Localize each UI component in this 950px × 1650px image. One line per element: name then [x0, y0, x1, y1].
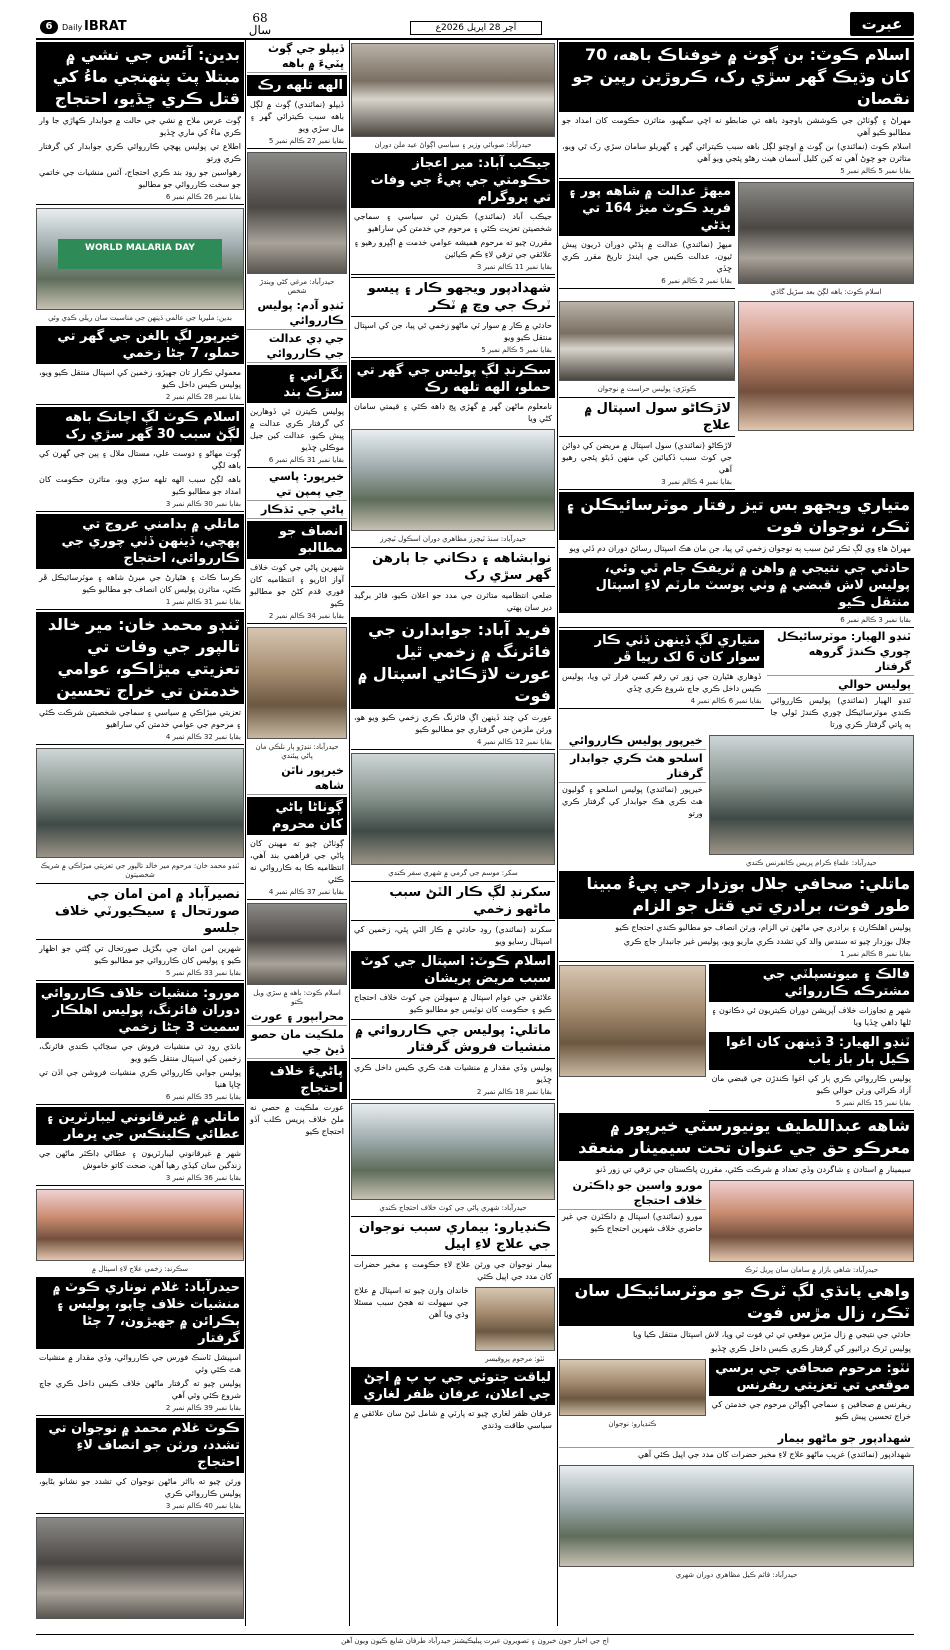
photo-portrait [738, 301, 914, 431]
article-text: ڏوهاري هٿيارن جي زور تي رقم کسي فرار ٿي ويا، پوليس ڪيس داخل ڪري جاچ شروع ڪري ڇڏي [562, 672, 762, 693]
headline: فريد آباد: جوابدارن جي فائرنگ ۾ زخمي ٿيل عورت لاڙڪاڻي اسپتال ۾ فوت [351, 617, 555, 709]
headline: بدين: آئس جي نشي ۾ مبتلا پٽ پنهنجي ماءُ کي قتل ڪري ڇڏيو، احتجاج [36, 42, 244, 112]
photo-malaria-rally [36, 208, 244, 310]
photo-caption: حيدرآباد: علماءِ ڪرام پريس ڪانفرنس ڪندي [745, 859, 877, 867]
date-line: آچر 28 اپريل 2026ع [410, 21, 542, 35]
brand-daily: Daily [62, 23, 83, 32]
article-text: شهر ۾ تجاوزات خلاف آپريشن دوران ڪيتريون ئي دڪانون ۽ ٿلها ڊاهي ڇڏيا ويا [711, 1006, 911, 1027]
subheadline: ٽنڊو الهيار: موٽرسائيڪل چوري ڪندڙ گروهه گرفتار [767, 628, 914, 676]
continued-ref: بقايا نمبر 35 ڪالم نمبر 6 [36, 1092, 244, 1105]
continued-ref: بقايا نمبر 5 ڪالم نمبر 5 [559, 166, 914, 179]
headline: ٺٽو: مرحوم صحافي جي برسي موقعي تي تعزيتي ريفرنس [709, 1358, 914, 1396]
article-text: شهدادپور (نمائندي) غريب ماڻهو علاج لاءِ مخير حضرات کان مدد جي اپيل ڪئي آهي [638, 1450, 911, 1459]
brand-name: IBRAT [84, 19, 127, 34]
photo-officials [351, 43, 555, 137]
continued-ref: بقايا نمبر 27 ڪالم نمبر 5 [247, 136, 347, 149]
headline: سڪرنڊ لڳ پوليس جي گهر تي حملو، الهه تلهه رڪ [351, 360, 555, 398]
column-right [559, 40, 914, 1626]
continued-ref: بقايا نمبر 31 ڪالم نمبر 6 [247, 455, 347, 468]
article-text: اطلاع تي پوليس پهچي ڪارروائي ڪري جوابدار کي گرفتار ڪري ورتو [39, 142, 241, 163]
article-text: مهراڻ هاءِ وي لڳ ٽڪر ٿيڻ سبب ٻه نوجوان زخمي ٿي پيا، جن مان هڪ اسپتال رسائڻ دوران دم ڏئي ويو [569, 544, 911, 553]
continued-ref: بقايا نمبر 3 ڪالم نمبر 6 [559, 615, 914, 628]
continued-ref: بقايا نمبر 34 ڪالم نمبر 2 [247, 611, 347, 624]
photo-caption: بدين: مليريا جي عالمي ڏينهن جي مناسبت سان ريلي ڪڍي وئي [48, 314, 232, 322]
headline: مورو: منشيات خلاف ڪارروائي دوران فائرنگ، پوليس اهلڪار سميت 3 ڄڻا زخمي [36, 983, 244, 1038]
article-text: پوليس وڏي مقدار ۾ منشيات هٿ ڪري ڪيس داخل ڪري ڇڏيو [354, 1063, 552, 1084]
subheadline: خيرپور ناٿن شاهه [247, 762, 347, 795]
continued-ref: بقايا نمبر 37 ڪالم نمبر 4 [247, 887, 347, 900]
article-text: ميهڙ (نمائندي) عدالت ۾ ٻڌڻي دوران ڌريون پيش ٿيون، عدالت ڪيس جي ايندڙ تاريخ مقرر ڪري ڇڏي [562, 240, 732, 273]
headline: ماتلي ۾ غيرقانوني ليبارٽرين ۽ عطائي ڪلينڪس جي ڀرمار [36, 1107, 244, 1145]
article-text: جيڪب آباد (نمائندي) ڪيترن ئي سياسي ۽ سماجي شخصيتن تعزيت ڪئي ۽ مرحوم جي خدمتن کي ساراهيو [354, 212, 552, 233]
headline: ماتلي ۾ بدامني عروج تي پهچي، ڏينهن ڏٺي چوري جي ڪارروائي، احتجاج [36, 514, 244, 569]
headline: متياري لڳ ڏينهن ڏٺي ڪار سوار کان 6 لک رپيا ڦر [559, 630, 764, 668]
article-text: عورت کي چند ڏينهن اڳ فائرنگ ڪري زخمي ڪيو ويو هو، ورثن ملزمن جي گرفتاري جو مطالبو ڪيو [354, 713, 552, 734]
article-text: حادثي ۾ ڪار ۾ سوار ٽي ماڻهو زخمي ٿي پيا، جن کي اسپتال منتقل ڪيو ويو [354, 321, 552, 342]
article-text: پوليس ٽرڪ ڊرائيور کي گرفتار ڪري ڪيس داخل ڪري ڇڏيو [711, 1344, 911, 1353]
article-text: پوليس جوابي ڪارروائي ڪري منشيات فروشن جي اڏن تي ڇاپا هنيا [39, 1068, 241, 1089]
article-text: تعزيتي ميڙاڪي ۾ سياسي ۽ سماجي شخصيتن شرڪت ڪئي ۽ مرحوم جي عوامي خدمتن کي ساراهيو [39, 708, 241, 729]
headline: لياقت جتوئي جي پ پ ۾ اچڻ جي اعلان، عرفان ظفر لغاري [351, 1367, 555, 1405]
photo-caption: حيدرآباد: سنڌ ٽيچرز مظاهري دوران اسڪول ٽيچرز [380, 535, 526, 543]
continued-ref: بقايا نمبر 2 ڪالم نمبر 6 [559, 276, 735, 289]
headline: الهه تلهه رڪ [247, 75, 347, 96]
article-text: سکرنڊ (نمائندي) روڊ حادثي ۾ ڪار الٽي پئي، زخمين کي اسپتال رسايو ويو [354, 925, 552, 946]
article-text: علائقي جي عوام اسپتال ۾ سهولتن جي کوٽ خلاف احتجاج ڪيو ۽ حڪومت کان نوٽيس جو مطالبو ڪيو [354, 993, 552, 1014]
column-divider [349, 40, 350, 1626]
continued-ref: بقايا نمبر 28 ڪالم نمبر 2 [36, 392, 244, 405]
headline: اسلام ڪوٽ لڳ اچانڪ باهه لڳڻ سبب 30 گهر سڙي رک [36, 407, 244, 445]
article-text: ٽنڊو الهيار (نمائندي) پوليس ڪارروائي ڪندي موٽرسائيڪل چوري ڪندڙ ٽولي جا ٻه ڀاتي گرفتار ڪري ورتا [770, 696, 911, 729]
headline: سکرنڊ لڳ ڪار الٽڻ سبب ماڻهو زخمي [351, 881, 555, 921]
continued-ref: بقايا نمبر 8 ڪالم نمبر 1 [559, 949, 914, 962]
photo-rickshaw [351, 753, 555, 865]
rally-banner: WORLD MALARIA DAY [58, 239, 223, 269]
article-text: باهه لڳڻ سبب الهه تلهه سڙي ويو، متاثرن حڪومت کان امداد جو مطالبو ڪيو [39, 475, 241, 496]
photo-youth [559, 1359, 706, 1416]
continued-ref: بقايا نمبر 32 ڪالم نمبر 4 [36, 732, 244, 745]
article-text: ڳوٺ مهاڻو ۽ دوست علي، مستال ملال ۽ ٻين جي گهرن کي باهه لڳي [39, 449, 241, 470]
continued-ref: بقايا نمبر 39 ڪالم نمبر 2 [36, 1403, 244, 1416]
column-left [36, 40, 244, 1626]
subheadline: شهدادپور جو ماڻهو بيمار [559, 1430, 914, 1448]
headline: لاڙڪاڻو سول اسپتال ۾ علاج [559, 397, 735, 437]
article-text: شهرين امن امان جي بگڙيل صورتحال تي ڳڻتي جو اظهار ڪيو ۽ پوليس کان ڪارروائي جو مطالبو ڪيو [39, 944, 241, 965]
article-text: ڪرسا ڪاٽ ۽ هٿيارڻ جي ميرڻ شاهه ۽ موٽرسائيڪل ڦر ڪئي، متاثرن پوليس کان انصاف جو مطالبو ڪيو [39, 573, 241, 594]
headline: ميهڙ عدالت ۾ شاهه پور ۽ فريد ڪوٽ ميڙ 164 تي ٻڌڻي [559, 181, 735, 236]
subheadline: مورو واسين جو ڊاڪٽرن خلاف احتجاج [559, 1177, 706, 1210]
article-text: جلال بوزدار چيو ته سندس والد کي تشدد ڪري ماريو ويو، پوليس غير جانبدار جاچ ڪري [623, 937, 911, 946]
headline: نصيرآباد ۾ امن امان جي صورتحال ۽ سيڪيورٽي خلاف جلسو [36, 883, 244, 940]
article-text: ڏيپلو (نمائندي) ڳوٺ ۾ لڳل باهه سبب ڪيترائي گهر ۽ مال سڙي ويو [250, 100, 344, 133]
headline: ڪنڊيارو: بيماري سبب نوجوان جي علاج لاءِ اپيل [351, 1216, 555, 1256]
headline: اسلام ڪوٽ: بن ڳوٺ ۾ خوفناڪ باهه، 70 کان وڌيڪ گهر سڙي رک، ڪروڙين رپين جو نقصان [559, 42, 914, 112]
photo-caption: سڪرنڊ: زخمي علاج لاءِ اسپتال ۾ [91, 1265, 188, 1273]
headline: ماتلي: پوليس جي ڪارروائي ۾ منشيات فروش گرفتار [351, 1019, 555, 1059]
article-text: لاڙڪاڻو (نمائندي) سول اسپتال ۾ مريضن کي دوائن جي کوٽ سبب ڏکيائين کي منهن ڏيڻو پئجي رهيو آهي [562, 441, 732, 474]
photo-caption: ڪنڊيارو: نوجوان [608, 1420, 657, 1428]
photo-professor [475, 1287, 555, 1351]
photo-caption: حيدرآباد: شهري پاڻي جي کوٽ خلاف احتجاج ڪندي [379, 1204, 527, 1212]
photo-injured [36, 1189, 244, 1261]
year-label [240, 12, 280, 36]
article-text: خاندان وارن چيو ته اسپتال ۾ علاج جي سهولت نه هجڻ سبب مسئلا وڌي ويا آهن [354, 1286, 469, 1319]
continued-ref: بقايا نمبر 11 ڪالم نمبر 3 [351, 262, 555, 275]
article-text: ضلعي انتظاميه متاثرن جي مدد جو اعلان ڪيو، فائر برگيڊ دير سان پهتي [354, 591, 552, 612]
headline: ڪوٽ غلام محمد ۾ نوجوان تي تشدد، ورثن جو انصاف لاءِ احتجاج [36, 1418, 244, 1473]
photo-man [559, 965, 706, 1077]
masthead [36, 11, 914, 40]
column-divider [245, 40, 246, 1626]
article-text: مقررن چيو ته مرحوم هميشه عوامي خدمت ۾ اڳڀرو رهيو ۽ علائقي جي ترقي لاءِ ڪم ڪيائين [354, 238, 552, 259]
subheadline: ملڪيت مان حصو ڏيڻ جي [247, 1026, 347, 1059]
article-text: حادثي جي نتيجي ۾ زال مڙس موقعي تي ئي فوت ٿي ويا، لاش اسپتال منتقل ڪيا ويا [632, 1330, 911, 1339]
continued-ref: بقايا نمبر 6 ڪالم نمبر 4 [559, 696, 764, 709]
continued-ref: بقايا نمبر 26 ڪالم نمبر 6 [36, 192, 244, 205]
subheadline: ٽنڊو آدم: پوليس ڪارروائي [247, 297, 347, 330]
headline: ٽنڊو محمد خان: مير خالد تالپور جي وفات تي تعزيتي ميڙاڪو، عوامي خدمتن تي خراج تحسين [36, 612, 244, 704]
photo-caption: اسلام ڪوٽ: باهه لڳڻ بعد سڙيل گاڏي [770, 288, 882, 296]
year-number: 68 [252, 11, 268, 25]
article-text: پوليس ڪيترن ئي ڏوهارين کي گرفتار ڪري عدالت ۾ پيش ڪيو، عدالت کين جيل موڪلي ڇڏيو [250, 407, 344, 452]
newspaper-logo: عبرت [850, 12, 914, 36]
column-center [351, 40, 555, 1626]
article-text: اسپيشل ٽاسڪ فورس جي ڪارروائي، وڏي مقدار ۾ منشيات هٿ ڪئي وئي [39, 1353, 241, 1374]
headline: ٽنڊو الهيار: 3 ڏينهن کان اغوا ڪيل ٻار باز ياب [709, 1032, 914, 1070]
article-text: بيمار نوجوان جي ورثن علاج لاءِ حڪومت ۽ مخير حضرات کان مدد جي اپيل ڪئي [354, 1260, 552, 1281]
continued-ref: بقايا نمبر 12 ڪالم نمبر 4 [351, 737, 555, 750]
continued-ref: بقايا نمبر 36 ڪالم نمبر 3 [36, 1173, 244, 1186]
continued-ref: بقايا نمبر 31 ڪالم نمبر 1 [36, 597, 244, 610]
photo-dog [247, 903, 347, 985]
article-text: عورت ملڪيت ۾ حصي نه ملڻ خلاف پريس ڪلب آڏو احتجاج ڪيو [250, 1103, 344, 1136]
photo-teachers-rally [351, 429, 555, 531]
article-text: عرفان ظفر لغاري چيو ته پارٽي ۾ شامل ٿيڻ سان علائقي ۾ سياسي طاقت وڌندي [354, 1409, 552, 1430]
photo-truck [709, 1180, 914, 1262]
photo-caption: ڪوٽڙي: پوليس حراست ۾ نوجوان [597, 385, 697, 393]
year-word: سال [248, 23, 272, 37]
subheadline: اسلحو هٿ ڪري جوابدار گرفتار [559, 750, 706, 783]
photo-garbage-dump [36, 1517, 244, 1619]
continued-ref: بقايا نمبر 40 ڪالم نمبر 3 [36, 1501, 244, 1514]
photo-caption: حيدرآباد: مرغي کڻي ويندڙ شخص [259, 278, 335, 295]
article-text: پوليس ڪارروائي ڪري ٻار کي اغوا ڪندڙن جي قبضي مان آزاد ڪرائي ورثن حوالي ڪيو [711, 1074, 911, 1095]
article-text: مهراڻ ۽ ڳوٺاڻن جي ڪوششن باوجود باهه تي ضابطو نه اچي سگهيو، متاثرن حڪومت کان امداد جو مطالبو ڪيو آهي [562, 116, 911, 137]
headline: شاهه عبداللطيف يونيورسٽي خيرپور ۾ معرڪو حق جي عنوان تحت سيمينار منعقد [559, 1113, 914, 1161]
article-text: ريفرنس ۾ صحافين ۽ سماجي اڳواڻن مرحوم جي خدمتن کي خراج تحسين پيش ڪيو [711, 1400, 911, 1421]
article-text: پوليس اهلڪارن ۽ برادري جي ماڻهن تي الزام، ورثن انصاف جو مطالبو ڪندي احتجاج ڪيو [615, 923, 911, 932]
photo-caption: اسلام ڪوٽ: باهه ۾ سڙي ويل ڪتو [253, 989, 341, 1006]
continued-ref: بقايا نمبر 4 ڪالم نمبر 3 [559, 477, 735, 490]
headline: فالڪ ۽ ميونسپلٽي جي مشترڪه ڪارروائي [709, 964, 914, 1002]
headline: پاڻيءَ خلاف احتجاج [247, 1061, 347, 1099]
headline: نگراني ۽ سڙڪ بند [247, 365, 347, 403]
page-footer: اڄ جي اخبار جون خبرون ۽ تصويرون عبرت پبليڪيشنز حيدرآباد طرفان شايع ڪيون ويون آهن [36, 1634, 914, 1647]
photo-prisoner [559, 301, 735, 381]
article-text: رهواسين جو روڊ بند ڪري احتجاج، آئس منشيات جي خاتمي جو سخت ڪارروائي جو مطالبو [39, 168, 241, 189]
headline: خيرپور لڳ بالغن جي گهر تي حملو، 7 ڄڻا زخمي [36, 326, 244, 364]
article-text: مورو (نمائندي) اسپتال ۾ ڊاڪٽرن جي غير حاضري خلاف شهرين احتجاج ڪيو [562, 1212, 703, 1233]
photo-rooster [247, 152, 347, 274]
column-divider [557, 40, 558, 1626]
photo-child-drinking [247, 627, 347, 739]
article-text: نامعلوم ماڻهن گهر ۾ گهڙي ڀڃ ڊاهه ڪئي ۽ قيمتي سامان کڻي ويا [354, 402, 552, 423]
headline: حادثي جي نتيجي ۾ واهن ۾ ٽريفڪ جام ٿي وئي، پوليس لاش قبضي ۾ وٺي پوسٽ مارٽم لاءِ اسپتال منتقل ڪيو [559, 558, 914, 613]
headline: انصاف جو مطالبو [247, 521, 347, 559]
headline: متياري ويجهو بس تيز رفتار موٽرسائيڪلن ۽ ٽڪر، نوجوان فوت [559, 492, 914, 540]
photo-caption: حيدرآباد: شاهي بازار ۾ سامان سان ڀريل ٽرڪ [744, 1266, 879, 1274]
article-text: ڳوٺ عرس ملاح ۾ نشي جي حالت ۾ جوابدار ڪهاڙي جا وار ڪري ماءُ کي ماري ڇڏيو [39, 116, 241, 137]
photo-caption: حيدرآباد: صوبائي وزير ۽ سياسي اڳواڻ عيد ملن دوران [374, 141, 532, 149]
headline: ڳوٺاڻا پاڻي کان محروم [247, 797, 347, 835]
continued-ref: بقايا نمبر 18 ڪالم نمبر 2 [351, 1087, 555, 1100]
article-text: بانڌي روڊ تي منشيات فروش جي سڃاڻپ ڪندي فائرنگ، زخمين کي اسپتال منتقل ڪيو ويو [39, 1042, 241, 1063]
newspaper-page [36, 11, 914, 1632]
article-text: شهر ۾ غيرقانوني ليبارٽريون ۽ عطائي ڊاڪٽر ماڻهن جي زندگين سان کيڏي رهيا آهن، صحت کاتو خاموش [39, 1149, 241, 1170]
article-text: سيمينار ۾ استادن ۽ شاگردن وڏي تعداد ۾ شرڪت ڪئي، مقررن پاڪستان جي ترقي تي زور ڏنو [595, 1165, 911, 1174]
headline: جيڪب آباد: مير اعجاز حڪومتي جي پيءُ جي وفات تي پروگرام [351, 153, 555, 208]
subheadline: جي ڊي عدالت جي ڪارروائي [247, 330, 347, 363]
photo-caption: ٺٽو: مرحوم پروفيسر [485, 1355, 545, 1363]
photo-protest [559, 1465, 914, 1567]
subheadline: ڏيپلو جي ڳوٺ ڀٽيءَ ۾ باهه [247, 40, 347, 73]
continued-ref: بقايا نمبر 15 ڪالم نمبر 5 [709, 1098, 914, 1111]
subheadline: خيرپور پوليس ڪارروائي [559, 732, 706, 750]
subheadline: پوليس حوالي [767, 676, 914, 694]
headline: شهدادپور ويجهو ڪار ۽ پيسو ٽرڪ جي وچ ۾ ٽڪر [351, 277, 555, 317]
article-text: معمولي تڪرار تان جهيڙو، زخمين کي اسپتال منتقل ڪيو ويو، پوليس ڪيس داخل ڪيو [39, 368, 241, 389]
article-text: شهرين پاڻي جي کوٽ خلاف آواز اٿاريو ۽ انتظاميه کان فوري قدم کڻڻ جو مطالبو ڪيو [250, 563, 344, 608]
article-text: ورثن چيو ته بااثر ماڻهن نوجوان کي تشدد جو نشانو بڻايو، پوليس ڪارروائي ڪري [39, 1477, 241, 1498]
photo-burnt-car [738, 182, 914, 284]
headline: اسلام ڪوٽ: اسپتال جي کوٽ سبب مريض پريشان [351, 951, 555, 989]
headline: حيدرآباد: غلام نوناري ڪوٽ ۾ منشيات خلاف ڇاپو، پوليس ۽ ٻڪرائن ۾ جهيڙون، 7 ڄڻا گرفتار [36, 1277, 244, 1349]
photo-caption: حيدرآباد: ننڍڙو ٻار نلڪي مان پاڻي پيئندي [255, 743, 339, 760]
subheadline: محرابپور ۽ عورت [247, 1008, 347, 1026]
article-text: اسلام ڪوٽ (نمائندي) بن ڳوٺ ۾ اوچتو لڳل باهه سبب ڪيترائي گهر ۽ گهريلو سامان سڙي رک ٿي ويو، متاثرن جو چوڻ آهي ته کين کليل آسمان هيٺ رهڻو پئجي ويو آهي [562, 142, 911, 163]
photo-press-conference [709, 735, 914, 855]
article-text: ڳوٺاڻن چيو ته مهينن کان پاڻي جي فراهمي بند آهي، انتظاميه ڪا به ڪارروائي نه ڪئي [250, 839, 344, 884]
column-narrow [247, 40, 347, 1626]
article-text: خيرپور (نمائندي) پوليس اسلحو ۽ گوليون هٿ ڪري هڪ جوابدار کي گرفتار ڪري ورتو [562, 785, 703, 818]
subheadline: خيرپور: پاسي جي پمپن تي [247, 468, 347, 501]
headline: نوابشاهه ۽ دڪاني جا ٻارهن گهر سڙي رک [351, 547, 555, 587]
photo-caption: سکر: موسم جي گرمي ۾ شهري سفر ڪندي [388, 869, 518, 877]
photo-caption: حيدرآباد: قائم ڪيل مظاهري دوران شهري [675, 1571, 798, 1579]
photo-water-protest [351, 1103, 555, 1200]
brand [62, 18, 152, 36]
page-number: 6 [40, 20, 58, 34]
photo-condolence-meeting [36, 748, 244, 858]
headline: ماتلي: صحافي جلال بوزدار جي پيءُ مبينا طور فوت، برادري تي قتل جو الزام [559, 871, 914, 919]
headline: واهي پانڌي لڳ ٽرڪ جو موٽرسائيڪل سان ٽڪر، زال مڙس فوت [559, 1278, 914, 1326]
continued-ref: بقايا نمبر 5 ڪالم نمبر 5 [351, 345, 555, 358]
photo-caption: ٽنڊو محمد خان: مرحوم مير خالد تالپور جي تعزيتي ميڙاڪي ۾ شريڪ شخصيتون [40, 862, 240, 879]
subheadline: پاڻي جي ٿڌڪار [247, 501, 347, 519]
continued-ref: بقايا نمبر 30 ڪالم نمبر 3 [36, 499, 244, 512]
continued-ref: بقايا نمبر 33 ڪالم نمبر 5 [36, 968, 244, 981]
article-text: پوليس چيو ته گرفتار ماڻهن خلاف ڪيس داخل ڪري جاچ شروع ڪئي وئي آهي [39, 1379, 241, 1400]
